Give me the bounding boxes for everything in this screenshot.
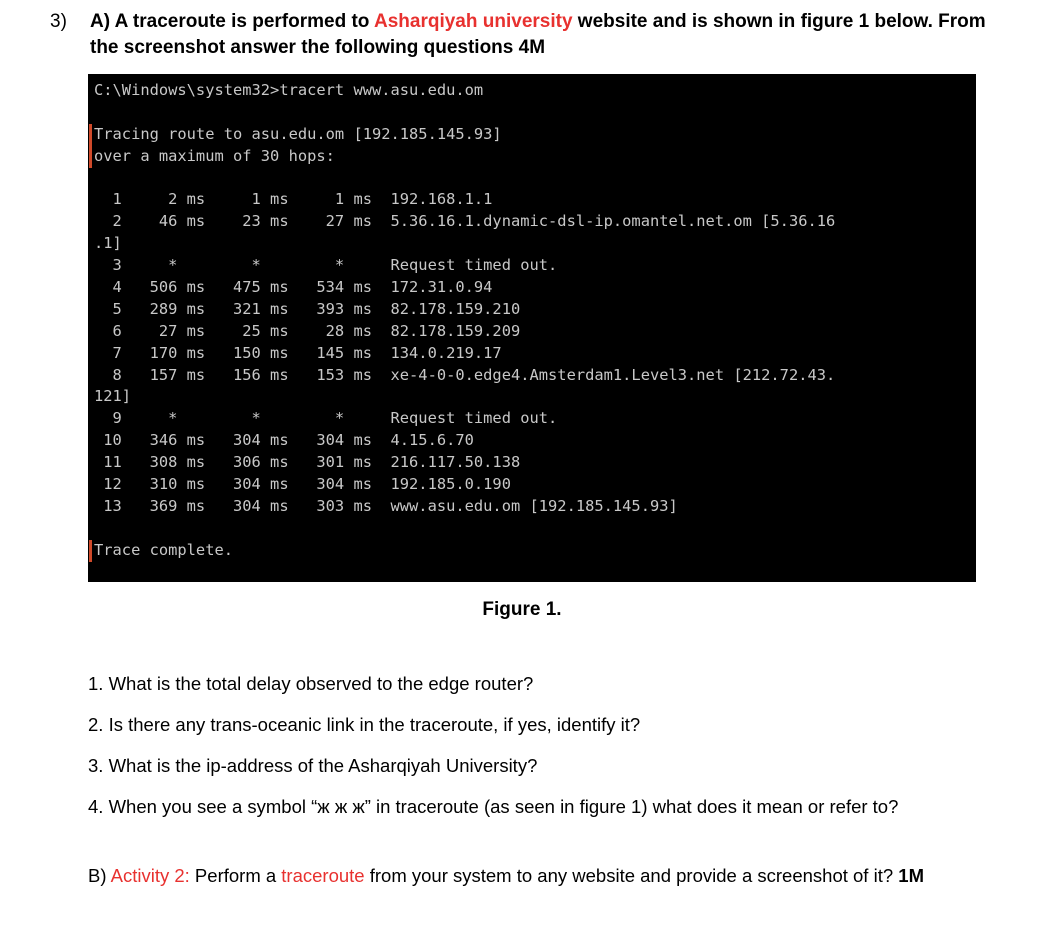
question-item-3: 3. What is the ip-address of the Asharqiyah University? (88, 755, 538, 776)
terminal-line (94, 168, 976, 190)
traceroute-terminal-screenshot (88, 74, 976, 582)
terminal-line: 3 * * * Request timed out. (94, 256, 558, 275)
terminal-line (94, 102, 976, 124)
question-number: 3) (50, 11, 67, 32)
part-a-prefix: A) A traceroute is performed to (90, 11, 374, 32)
part-a-highlight: Asharqiyah university (374, 11, 573, 32)
terminal-line: 5 289 ms 321 ms 393 ms 82.178.159.210 (94, 299, 521, 318)
question-item-2: 2. Is there any trans-oceanic link in the traceroute, if yes, identify it? (88, 714, 641, 735)
terminal-line: 8 157 ms 156 ms 153 ms xe-4-0-0.edge4.Amsterdam1.Level3.net [212.72.43. (94, 365, 836, 384)
terminal-line: .1] (94, 234, 122, 253)
terminal-line: 2 46 ms 23 ms 27 ms 5.36.16.1.dynamic-dsl-ip.omantel.net.om [5.36.16 (94, 212, 836, 231)
terminal-line: C:\Windows\system32>tracert www.asu.edu.om (94, 81, 484, 99)
question-list (88, 672, 968, 836)
part-b-suffix: from your system to any website and provide a screenshot of it? (364, 865, 899, 886)
part-b-marks: 1M (898, 865, 924, 886)
terminal-line: 1 2 ms 1 ms 1 ms 192.168.1.1 (94, 190, 493, 209)
question-part-a-text (90, 9, 1000, 61)
terminal-line: Trace complete. (89, 540, 976, 562)
part-b-text (88, 864, 968, 888)
part-b-traceroute: traceroute (281, 865, 365, 886)
part-a-suffix: website and is shown in figure 1 below. From the screenshot answer the following questions 4M (90, 11, 986, 58)
part-b-mid: Perform a (189, 865, 282, 886)
question-item-4: 4. When you see a symbol “ж ж ж” in traceroute (as seen in figure 1) what does it mean or refer to? (88, 796, 899, 817)
terminal-line: 13 369 ms 304 ms 303 ms www.asu.edu.om [192.185.145.93] (94, 496, 678, 515)
part-b-activity: Activity 2: (110, 865, 190, 886)
terminal-line: 7 170 ms 150 ms 145 ms 134.0.219.17 (94, 343, 502, 362)
terminal-line: 12 310 ms 304 ms 304 ms 192.185.0.190 (94, 475, 511, 494)
figure-caption: Figure 1. (482, 599, 562, 620)
question-item-1: 1. What is the total delay observed to the edge router? (88, 673, 534, 694)
terminal-line: over a maximum of 30 hops: (89, 146, 976, 168)
terminal-line: 6 27 ms 25 ms 28 ms 82.178.159.209 (94, 321, 521, 340)
part-b-prefix: B) (88, 865, 111, 886)
terminal-line: 10 346 ms 304 ms 304 ms 4.15.6.70 (94, 431, 474, 450)
terminal-line: 9 * * * Request timed out. (94, 409, 558, 428)
terminal-line: 4 506 ms 475 ms 534 ms 172.31.0.94 (94, 278, 493, 297)
terminal-line: 11 308 ms 306 ms 301 ms 216.117.50.138 (94, 453, 521, 472)
terminal-line (94, 518, 976, 540)
terminal-line: 121] (94, 387, 132, 406)
terminal-line: Tracing route to asu.edu.om [192.185.145.93] (89, 124, 976, 146)
